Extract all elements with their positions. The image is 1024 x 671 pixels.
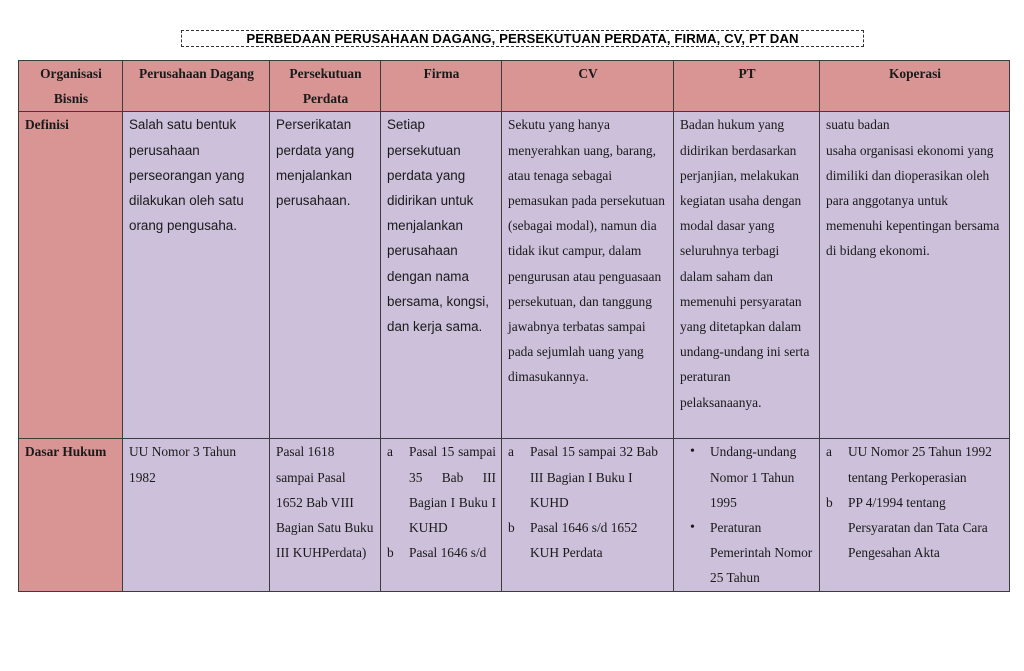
- comparison-table: [18, 60, 1010, 592]
- list-item: b Pasal 1646 s/d 1652 KUH Perdata: [508, 520, 638, 561]
- cell-dasar-cv: [502, 439, 674, 592]
- table-row-dasar-hukum: [19, 439, 1010, 592]
- cell-dasar-koperasi: [820, 439, 1010, 592]
- cell-dasar-firma: [381, 439, 502, 592]
- koperasi-def-line1: suatu badan: [826, 117, 890, 133]
- list-item: b Pasal 1646 s/d: [387, 545, 487, 561]
- header-persekutuan-perdata: Persekutuan Perdata: [270, 61, 381, 112]
- bullet-icon: •: [690, 520, 695, 536]
- list-item: a Pasal 15 sampai 35 Bab III Bagian I Buku I KUHD: [387, 444, 496, 536]
- list-item: • Undang-undang Nomor 1 Tahun 1995: [680, 439, 814, 515]
- cell-definisi-dagang: Salah satu bentuk perusahaan perseorangan yang dilakukan oleh satu orang pengusaha.: [123, 112, 270, 439]
- cell-dasar-pt: [674, 439, 820, 592]
- header-pt: PT: [674, 61, 820, 112]
- cell-definisi-firma: Setiap persekutuan perdata yang didirikan untuk menjalankan perusahaan dengan nama bersama, kongsi, dan kerja sama.: [381, 112, 502, 439]
- list-item: a Pasal 15 sampai 32 Bab III Bagian I Buku I KUHD: [508, 444, 658, 510]
- header-koperasi: Koperasi: [820, 61, 1010, 112]
- koperasi-def-rest: usaha organisasi ekonomi yang dimiliki dan dioperasikan oleh para anggotanya untuk memenuhi kepentingan bersama di bidang ekonomi.: [826, 142, 1000, 259]
- cell-dasar-persekutuan: Pasal 1618 sampai Pasal 1652 Bab VIII Bagian Satu Buku III KUHPerdata): [270, 439, 381, 592]
- row-label-dasar-hukum: Dasar Hukum: [19, 439, 123, 592]
- header-organisasi: Organisasi Bisnis: [19, 61, 123, 112]
- list-item: • Peraturan Pemerintah Nomor 25 Tahun: [680, 515, 814, 591]
- cell-definisi-pt: Badan hukum yang didirikan berdasarkan perjanjian, melakukan kegiatan usaha dengan modal dasar yang seluruhnya terbagi dalam saham dan memenuhi persyaratan yang ditetapkan dalam undang-undang ini serta peraturan pelaksanaanya.: [674, 112, 820, 439]
- header-perusahaan-dagang: Perusahaan Dagang: [123, 61, 270, 112]
- list-item: b PP 4/1994 tentang Persyaratan dan Tata Cara Pengesahan Akta: [826, 494, 988, 561]
- table-row-definisi: [19, 112, 1010, 439]
- cell-definisi-cv: Sekutu yang hanya menyerahkan uang, barang, atau tenaga sebagai pemasukan pada persekutuan (sebagai modal), namun dia tidak ikut campur, dalam pengurusan atau penguasaan persekutuan, dan tanggung jawabnya terbatas sampai pada sejumlah uang yang dimasukannya.: [502, 112, 674, 439]
- bullet-icon: •: [690, 444, 695, 460]
- header-firma: Firma: [381, 61, 502, 112]
- cell-definisi-koperasi: [820, 112, 1010, 439]
- cell-dasar-dagang: UU Nomor 3 Tahun 1982: [123, 439, 270, 592]
- cell-definisi-persekutuan: Perserikatan perdata yang menjalankan perusahaan.: [270, 112, 381, 439]
- list-item: a UU Nomor 25 Tahun 1992 tentang Perkoperasian: [826, 444, 992, 485]
- header-cv: CV: [502, 61, 674, 112]
- header-row: [19, 61, 1010, 112]
- document-title: PERBEDAAN PERUSAHAAN DAGANG, PERSEKUTUAN PERDATA, FIRMA, CV, PT DAN: [181, 30, 864, 47]
- row-label-definisi: Definisi: [19, 112, 123, 439]
